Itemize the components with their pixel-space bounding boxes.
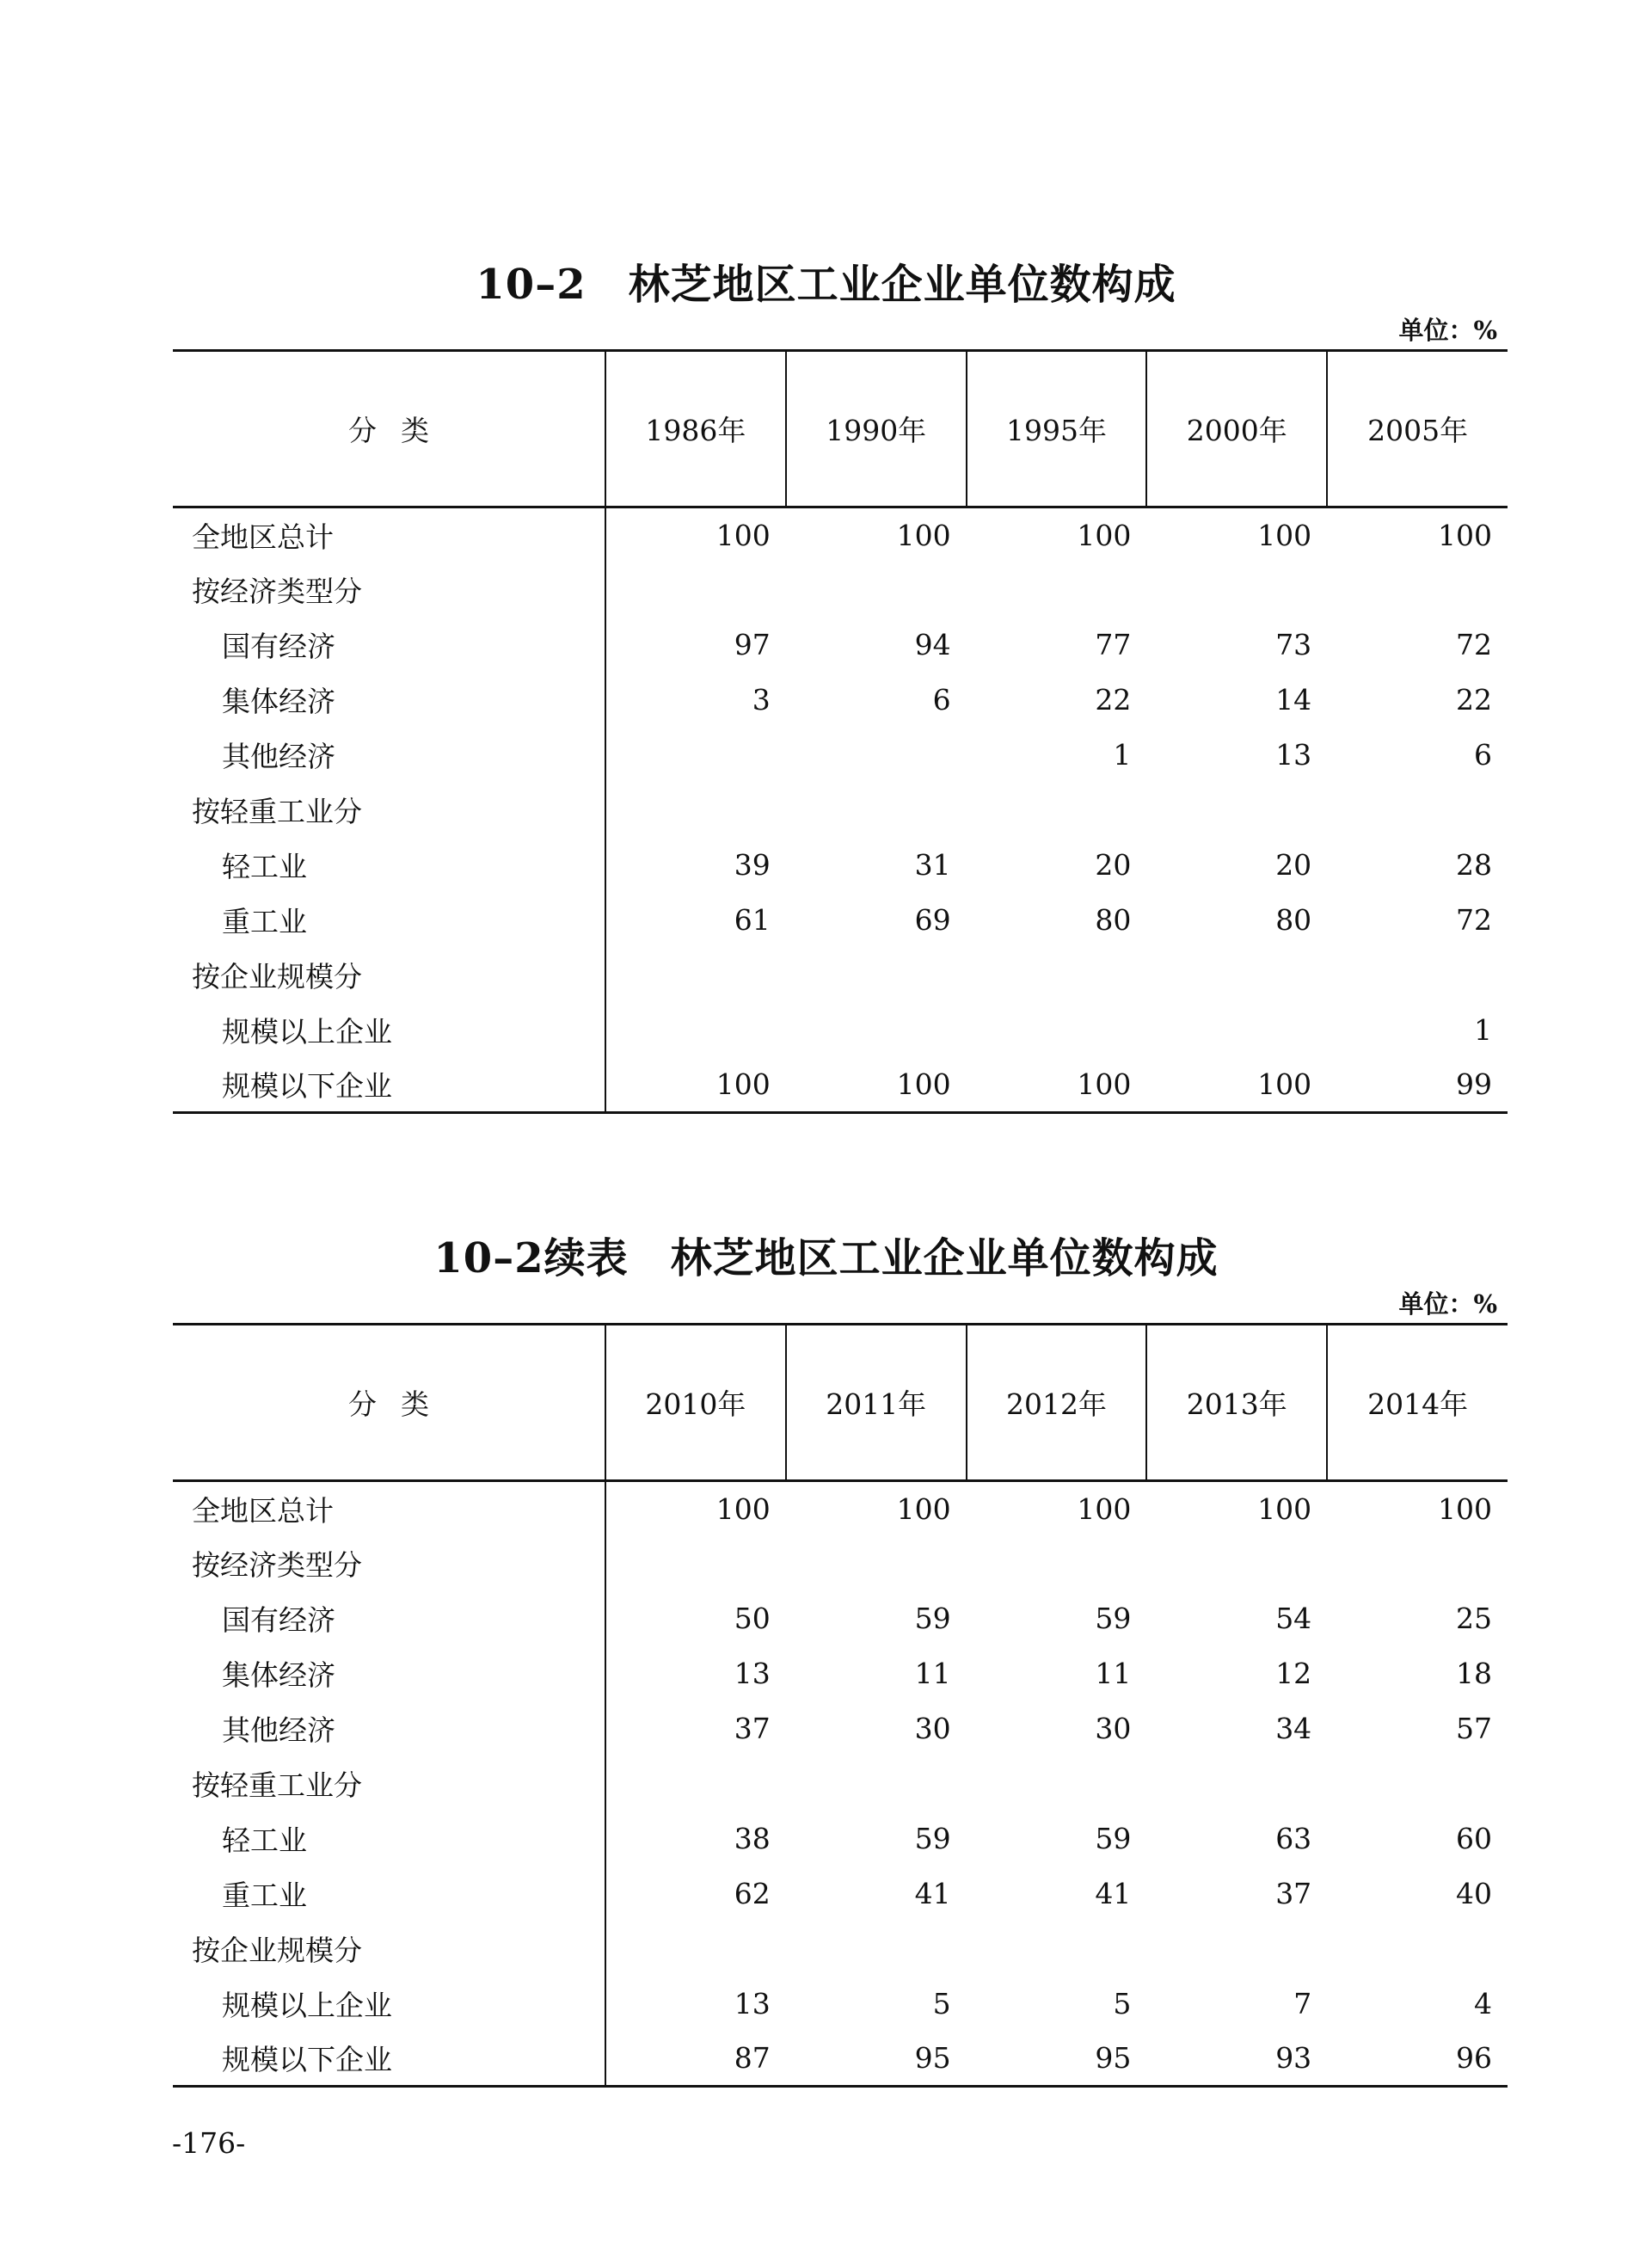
value-cell	[605, 783, 786, 838]
row-label: 重工业	[222, 905, 307, 938]
value-cell	[605, 728, 786, 783]
value-cell: 37	[605, 1701, 786, 1756]
value-cell: 40	[1456, 1877, 1492, 1910]
value-cell	[1146, 1003, 1327, 1058]
row-label: 重工业	[222, 1879, 307, 1912]
value-cell	[1146, 1922, 1327, 1977]
table-row	[173, 563, 1508, 618]
value-cell	[967, 1003, 1147, 1058]
value-cell	[786, 1536, 967, 1591]
value-cell	[967, 563, 1147, 618]
value-cell	[605, 1003, 786, 1058]
value-cell	[1327, 1536, 1508, 1591]
value-cell: 100	[1257, 518, 1312, 552]
value-cell: 20	[1095, 848, 1132, 882]
table-row	[173, 728, 1508, 783]
table-row	[173, 1003, 1508, 1058]
value-cell: 54	[1275, 1602, 1312, 1635]
value-cell: 100	[786, 1058, 967, 1113]
row-label: 按企业规模分	[192, 1934, 362, 1967]
value-cell: 80	[1275, 903, 1312, 937]
table-row	[173, 1756, 1508, 1811]
value-cell: 22	[1095, 683, 1132, 716]
value-cell: 59	[1095, 1822, 1132, 1855]
value-cell: 6	[932, 683, 951, 716]
unit-label: 单位：%	[1398, 1289, 1497, 1319]
table-row	[173, 1591, 1508, 1646]
value-cell: 20	[1275, 848, 1312, 882]
value-cell: 100	[605, 1058, 786, 1113]
value-cell: 61	[605, 893, 786, 948]
value-cell: 100	[1146, 1058, 1327, 1113]
value-cell: 18	[1456, 1657, 1492, 1690]
page-number: -176-	[172, 2126, 246, 2160]
value-cell	[605, 563, 786, 618]
value-cell: 57	[1456, 1712, 1492, 1745]
value-cell: 96	[1327, 2032, 1508, 2087]
value-cell: 99	[1327, 1058, 1508, 1113]
table-row	[173, 618, 1508, 673]
value-cell: 13	[605, 1646, 786, 1701]
row-label: 全地区总计	[192, 1493, 334, 1528]
value-cell: 100	[1077, 518, 1132, 552]
value-cell	[967, 1756, 1147, 1811]
value-cell	[786, 1756, 967, 1811]
value-cell: 13	[605, 1977, 786, 2032]
row-label: 按轻重工业分	[192, 1768, 362, 1802]
value-cell	[605, 1922, 786, 1977]
industry-composition-table-1	[173, 349, 1508, 1114]
value-cell: 13	[1275, 738, 1312, 772]
value-cell: 41	[1095, 1877, 1132, 1910]
value-cell: 93	[1146, 2032, 1327, 2087]
table-row	[173, 838, 1508, 893]
value-cell: 100	[1257, 1491, 1312, 1526]
table-row	[173, 673, 1508, 728]
value-cell	[786, 948, 967, 1003]
value-cell: 100	[896, 518, 951, 552]
row-label: 规模以上企业	[222, 1015, 392, 1049]
value-cell: 5	[932, 1987, 951, 2020]
value-cell: 22	[1456, 683, 1492, 716]
value-cell: 11	[1095, 1657, 1132, 1690]
year-header: 2005年	[1327, 351, 1508, 507]
value-cell: 1	[1474, 1013, 1492, 1047]
value-cell: 69	[914, 903, 951, 937]
value-cell: 59	[1095, 1602, 1132, 1635]
value-cell: 95	[967, 2032, 1147, 2087]
value-cell: 62	[605, 1866, 786, 1922]
value-cell: 100	[896, 1491, 951, 1526]
value-cell: 97	[605, 618, 786, 673]
category-header: 分类	[173, 1325, 605, 1481]
value-cell: 50	[605, 1591, 786, 1646]
value-cell: 100	[605, 1481, 786, 1536]
row-label: 其他经济	[222, 1713, 335, 1747]
industry-composition-table-2	[173, 1323, 1508, 2088]
row-label: 轻工业	[222, 1823, 307, 1857]
row-label: 国有经济	[222, 1603, 335, 1637]
value-cell	[1146, 563, 1327, 618]
table-row	[173, 1977, 1508, 2032]
table-title: 10–2 林芝地区工业企业单位数构成	[476, 261, 1176, 309]
table-title: 10–2续表 林芝地区工业企业单位数构成	[433, 1234, 1219, 1282]
value-cell	[786, 1003, 967, 1058]
value-cell: 77	[1095, 628, 1132, 661]
year-header: 1990年	[786, 351, 967, 507]
value-cell: 100	[967, 1058, 1147, 1113]
year-header: 1995年	[967, 351, 1147, 507]
value-cell	[967, 1536, 1147, 1591]
value-cell	[1146, 948, 1327, 1003]
value-cell: 87	[605, 2032, 786, 2087]
value-cell	[967, 1922, 1147, 1977]
value-cell: 63	[1275, 1822, 1312, 1855]
value-cell: 39	[605, 838, 786, 893]
value-cell	[786, 563, 967, 618]
value-cell: 100	[1438, 1491, 1492, 1526]
row-label: 其他经济	[222, 740, 335, 773]
category-header: 分类	[173, 351, 605, 507]
unit-label: 单位：%	[1398, 316, 1497, 345]
value-cell: 80	[1095, 903, 1132, 937]
value-cell	[967, 948, 1147, 1003]
value-cell	[1327, 1922, 1508, 1977]
row-label: 国有经济	[222, 630, 335, 663]
value-cell: 100	[1438, 518, 1492, 552]
table-row	[173, 783, 1508, 838]
value-cell: 38	[605, 1811, 786, 1866]
row-label: 轻工业	[222, 850, 307, 883]
value-cell	[786, 783, 967, 838]
year-header: 2011年	[786, 1325, 967, 1481]
value-cell: 1	[1113, 738, 1132, 772]
row-label: 集体经济	[222, 685, 335, 718]
value-cell: 37	[1275, 1877, 1312, 1910]
header-row	[173, 351, 1508, 507]
value-cell	[1327, 1756, 1508, 1811]
row-label: 规模以下企业	[173, 1058, 605, 1113]
table-row	[173, 1922, 1508, 1977]
table-row	[173, 2032, 1508, 2087]
value-cell: 30	[1095, 1712, 1132, 1745]
value-cell	[967, 783, 1147, 838]
value-cell: 7	[1293, 1987, 1312, 2020]
value-cell: 41	[914, 1877, 951, 1910]
year-header: 2010年	[605, 1325, 786, 1481]
table-row	[173, 893, 1508, 948]
row-label: 按企业规模分	[192, 960, 362, 993]
year-header: 2014年	[1327, 1325, 1508, 1481]
row-label: 规模以上企业	[222, 1989, 392, 2022]
row-label: 全地区总计	[192, 520, 334, 554]
table-row	[173, 1058, 1508, 1113]
table-row	[173, 948, 1508, 1003]
row-label: 集体经济	[222, 1658, 335, 1692]
value-cell: 60	[1456, 1822, 1492, 1855]
value-cell: 14	[1275, 683, 1312, 716]
value-cell	[786, 1922, 967, 1977]
value-cell	[605, 948, 786, 1003]
value-cell: 94	[914, 628, 951, 661]
value-cell: 30	[914, 1712, 951, 1745]
value-cell	[786, 728, 967, 783]
year-header: 1986年	[605, 351, 786, 507]
value-cell: 72	[1456, 903, 1492, 937]
value-cell	[1146, 783, 1327, 838]
table-row	[173, 1536, 1508, 1591]
value-cell: 72	[1456, 628, 1492, 661]
year-header: 2000年	[1146, 351, 1327, 507]
table-row	[173, 1866, 1508, 1922]
value-cell: 73	[1275, 628, 1312, 661]
row-label: 按经济类型分	[192, 1548, 362, 1582]
value-cell: 11	[914, 1657, 951, 1690]
table-row	[173, 1481, 1508, 1536]
value-cell: 34	[1275, 1712, 1312, 1745]
year-header: 2013年	[1146, 1325, 1327, 1481]
value-cell: 6	[1474, 738, 1492, 772]
year-header: 2012年	[967, 1325, 1147, 1481]
value-cell	[1327, 948, 1508, 1003]
value-cell: 100	[1077, 1491, 1132, 1526]
value-cell	[1327, 563, 1508, 618]
table-row	[173, 1811, 1508, 1866]
value-cell: 28	[1456, 848, 1492, 882]
value-cell: 95	[786, 2032, 967, 2087]
value-cell: 5	[1113, 1987, 1132, 2020]
table-row	[173, 507, 1508, 563]
value-cell	[1146, 1536, 1327, 1591]
table-row	[173, 1646, 1508, 1701]
header-row	[173, 1325, 1508, 1481]
value-cell: 4	[1474, 1987, 1492, 2020]
value-cell: 59	[914, 1822, 951, 1855]
row-label: 按轻重工业分	[192, 795, 362, 828]
value-cell: 100	[605, 507, 786, 563]
row-label: 规模以下企业	[173, 2032, 605, 2087]
value-cell: 59	[914, 1602, 951, 1635]
value-cell	[1327, 783, 1508, 838]
value-cell: 3	[605, 673, 786, 728]
row-label: 按经济类型分	[192, 575, 362, 608]
value-cell	[605, 1536, 786, 1591]
value-cell: 31	[914, 848, 951, 882]
value-cell: 12	[1275, 1657, 1312, 1690]
value-cell	[605, 1756, 786, 1811]
value-cell	[1146, 1756, 1327, 1811]
table-row	[173, 1701, 1508, 1756]
value-cell: 25	[1456, 1602, 1492, 1635]
